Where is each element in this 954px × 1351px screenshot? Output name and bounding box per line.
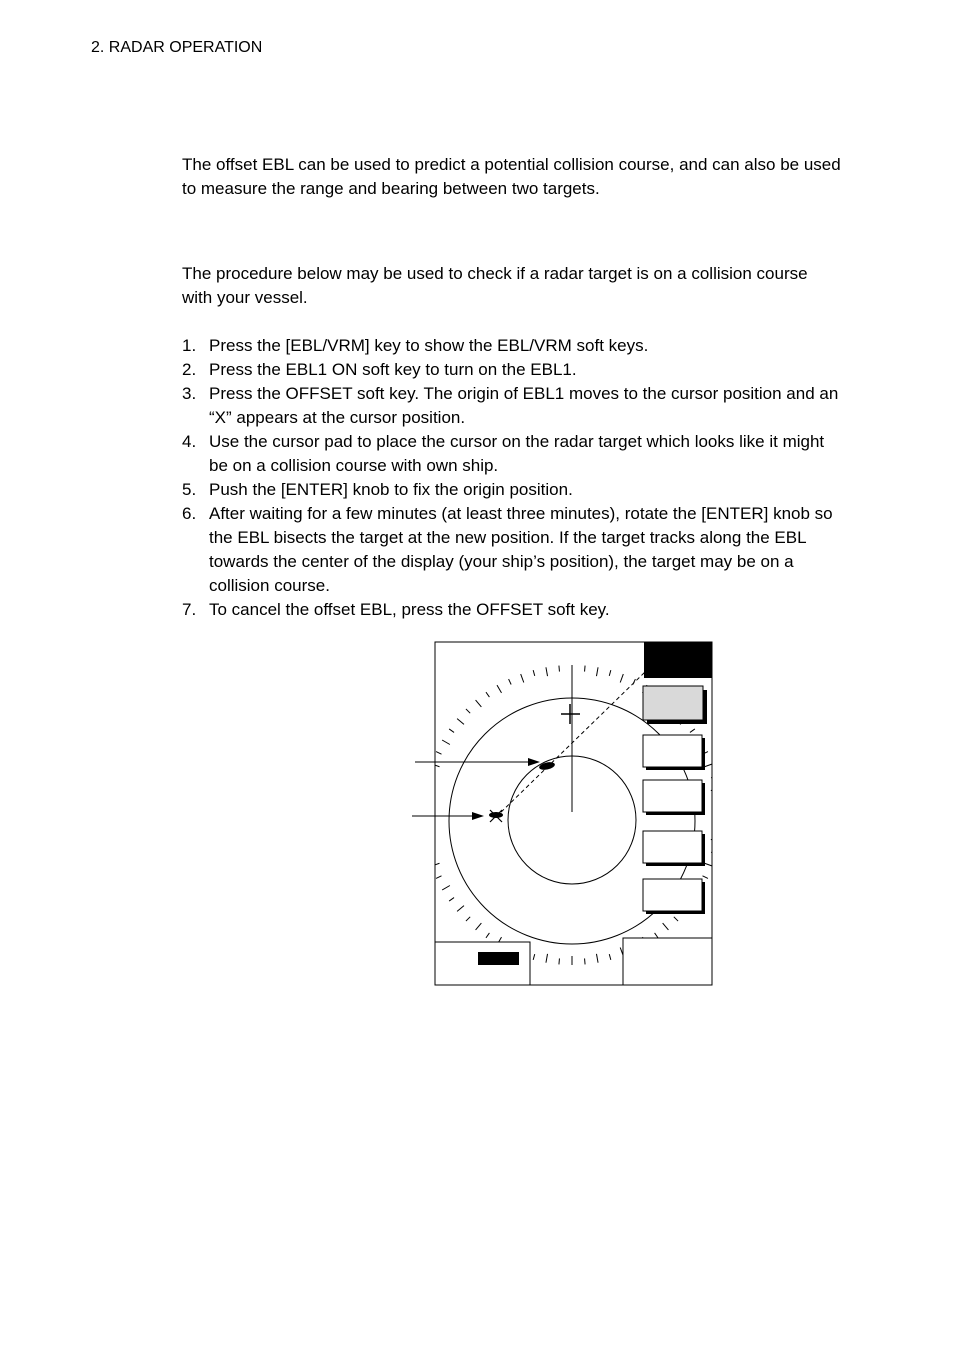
step-text: Press the OFFSET soft key. The origin of EBL1 moves to the cursor position and an “X” appears at the cursor position. [209,384,839,427]
step-text: Use the cursor pad to place the cursor on the radar target which looks like it might be on a collision course with own ship. [209,432,825,475]
procedure-step [182,502,842,598]
softkey-ebl1-on[interactable] [643,686,703,720]
step-number: 1. [182,336,197,355]
bearing-tick [427,776,433,778]
procedure-step [182,358,842,382]
bearing-tick [715,828,720,829]
bearing-tick [715,802,720,803]
softkey-5[interactable] [643,879,702,911]
bearing-tick [585,958,586,964]
procedure-step [182,478,842,502]
page-header: 2. RADAR OPERATION [91,39,263,56]
procedure-step [182,430,842,478]
step-text: Push the [ENTER] knob to fix the origin position. [209,480,573,499]
bearing-tick [424,789,433,791]
procedure-step [182,382,842,430]
step-number: 5. [182,480,197,499]
step-text: To cancel the offset EBL, press the OFFSET soft key. [209,600,610,619]
procedure-step [182,334,842,358]
step-number: 3. [182,384,197,403]
bearing-tick [427,852,433,854]
softkey-3[interactable] [643,780,702,812]
step-number: 6. [182,504,197,523]
softkey-offset[interactable] [643,735,702,767]
bearing-tick [423,802,429,803]
procedure-step [182,598,842,622]
bearing-tick [423,828,429,829]
radar-offset-ebl-figure [400,636,720,992]
step-text: Press the [EBL/VRM] key to show the EBL/VRM soft keys. [209,336,649,355]
bearing-tick [559,666,560,672]
bearing-tick [559,958,560,964]
range-readout-highlight [478,952,519,965]
bearing-tick [585,666,586,672]
intro-paragraph: The offset EBL can be used to predict a potential collision course, and can also be used to measure the range and bearing between two targets. [182,155,841,198]
ebl-readout-box [623,938,712,985]
softkey-column [643,686,707,914]
procedure-steps [182,334,842,622]
procedure-intro-paragraph: The procedure below may be used to check if a radar target is on a collision course with your vessel. [182,264,808,307]
step-number: 2. [182,360,197,379]
step-number: 4. [182,432,197,451]
step-text: Press the EBL1 ON soft key to turn on the EBL1. [209,360,577,379]
step-text: After waiting for a few minutes (at least three minutes), rotate the [ENTER] knob so the EBL bisects the target at the new position. If the target tracks along the EBL towards the center of the display (your ship’s position), the target may be on a collision course. [209,504,833,595]
softkey-4[interactable] [643,831,702,863]
bearing-tick [424,839,433,841]
step-number: 7. [182,600,197,619]
softkey-menu-title [644,642,712,678]
